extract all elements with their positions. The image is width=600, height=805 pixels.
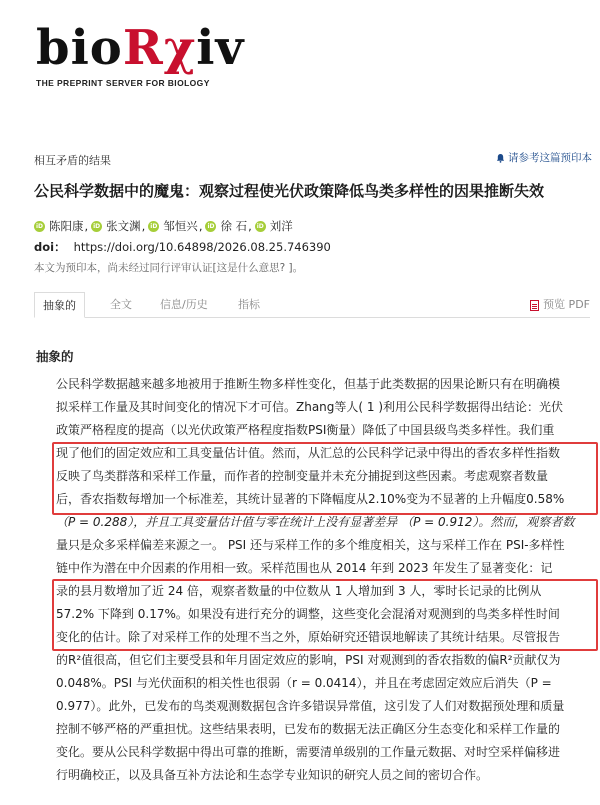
abstract-line: 政策严格程度的提高（以光伏政策严格程度指数PSI衡量）降低了中国县级鸟类多样性。我们重 [56, 423, 555, 437]
abstract-text [56, 373, 596, 787]
preprint-note: 本文为预印本，尚未经过同行评审认证[这是什么意思? ]。 [34, 262, 304, 274]
pdf-icon [530, 300, 539, 311]
abstract-line: 0.048%。PSI 与光伏面积的相关性也很弱（r = 0.0414），并且在考虑固定效应后消失（P = [56, 676, 552, 690]
logo-tagline: THE PREPRINT SERVER FOR BIOLOGY [36, 78, 210, 88]
abstract-line: 录的县月数增加了近 24 倍，观察者数量的中位数从 1 人增加到 3 人，零时长记录的比例从 [56, 584, 542, 598]
abstract-line: 0.977）。此外，已发布的鸟类观测数据包含许多错误异常值，这引发了人们对数据预处理和质量 [56, 699, 565, 713]
abstract-line: 变化的估计。除了对采样工作的处理不当之外，原始研究还错误地解读了其统计结果。尽管报告 [56, 630, 561, 644]
abstract-line: 现了他们的固定效应和工具变量估计值。然而，从汇总的公民科学记录中得出的香农多样性指数 [56, 446, 561, 460]
abstract-line: 拟采样工作量及其时间变化的情况下才可信。Zhang等人( 1 )利用公民科学数据得出结论：光伏 [56, 400, 564, 414]
article-category: 相互矛盾的结果 [34, 154, 111, 167]
abstract-line: 后，香农指数每增加一个标准差，其统计显著的下降幅度从2.10%变为不显著的上升幅度0.58% [56, 492, 565, 506]
abstract-line: 链中作为潜在中介因素的作用相一致。采样范围也从 2014 年到 2023 年发生了显著变化：记 [56, 561, 553, 575]
logo-part-r: R [122, 20, 164, 76]
biorxiv-logo[interactable] [36, 20, 244, 88]
bell-icon [496, 153, 505, 163]
author-name[interactable]: 张文渊 [106, 219, 141, 233]
pdf-preview-button[interactable] [530, 292, 590, 318]
doi-line [34, 239, 331, 255]
abstract-line: （P = 0.288），并且工具变量估计值与零在统计上没有显著差异 （P = 0.912）。然而，观察者数 [56, 515, 575, 529]
tab-info-history[interactable]: 信息/历史 [160, 298, 208, 311]
author-name[interactable]: 邹恒兴 [163, 219, 198, 233]
tab-metrics[interactable]: 指标 [238, 298, 260, 311]
logo-part-chi: χ [163, 20, 197, 76]
tab-full-text[interactable]: 全文 [110, 298, 132, 311]
orcid-icon[interactable]: iD [150, 222, 158, 230]
author-separator: , [84, 219, 89, 233]
section-title: 抽象的 [36, 349, 74, 364]
doi-label: doi： [34, 240, 66, 254]
abstract-line: 57.2% 下降到 0.17%。如果没有进行充分的调整，这些变化会混淆对观测到的鸟类多样性时间 [56, 607, 560, 621]
article-title: 公民科学数据中的魔鬼：观察过程使光伏政策降低鸟类多样性的因果推断失效 [34, 182, 545, 200]
logo-part-bio: bio [36, 20, 123, 76]
abstract-line: 变化。要从公民科学数据中得出可靠的推断，需要清单级别的工作量元数据、对时空采样偏移进 [56, 745, 561, 759]
cite-preprint-label: 请参考这篇预印本 [508, 152, 592, 164]
article-tabs [34, 292, 590, 318]
doi-link[interactable]: https://doi.org/10.64898/2026.08.25.746390 [73, 240, 331, 254]
cite-preprint-link[interactable] [496, 150, 592, 165]
orcid-icon[interactable]: iD [256, 222, 264, 230]
author-list [34, 218, 293, 234]
author-separator: , [198, 219, 203, 233]
orcid-icon[interactable]: iD [207, 222, 215, 230]
author-name[interactable]: 陈阳康 [49, 219, 84, 233]
abstract-line: 反映了鸟类群落和采样工作量，而作者的控制变量并未充分捕捉到这些因素。考虑观察者数量 [56, 469, 549, 483]
pdf-preview-label: 预览 PDF [543, 298, 590, 311]
tab-abstract[interactable]: 抽象的 [34, 292, 85, 318]
logo-wordmark [36, 20, 244, 76]
abstract-line: 行明确校正，以及具备互补方法论和生态学专业知识的研究人员之间的密切合作。 [56, 768, 489, 782]
logo-part-iv: iv [196, 20, 245, 76]
orcid-icon[interactable]: iD [93, 222, 101, 230]
author-name[interactable]: 徐 石 [220, 219, 248, 233]
abstract-line: 公民科学数据越来越多地被用于推断生物多样性变化，但基于此类数据的因果论断只有在明确模 [56, 377, 561, 391]
abstract-line: 控制不够严格的严重担忧。这些结果表明，已发布的数据无法正确区分生态变化和采样工作量的 [56, 722, 561, 736]
abstract-line: 的R²值很高，但它们主要受县和年月固定效应的影响，PSI 对观测到的香农指数的偏R²贡献仅为 [56, 653, 561, 667]
author-name[interactable]: 刘洋 [269, 219, 293, 233]
orcid-icon[interactable]: iD [35, 222, 44, 230]
author-separator: , [248, 219, 252, 233]
abstract-line: 量只是众多采样偏差来源之一。 PSI 还与采样工作的多个维度相关，这与采样工作在 PSI-多样性 [56, 538, 565, 552]
author-separator: , [141, 219, 146, 233]
